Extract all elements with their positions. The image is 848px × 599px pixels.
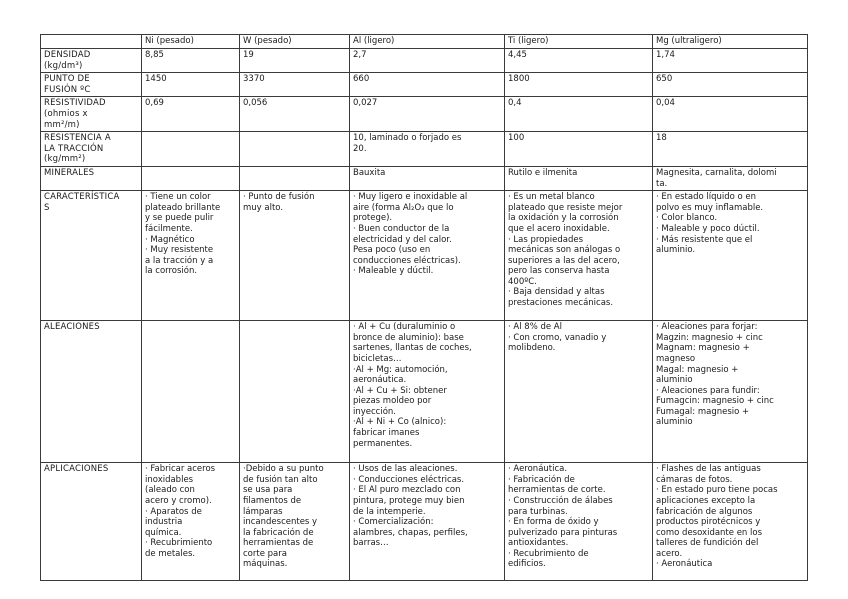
table-row-resistencia-traccion	[41, 132, 808, 167]
cell-resistencia-traccion-ti: 100	[505, 132, 653, 167]
column-header-ti: Ti (ligero)	[505, 35, 653, 49]
cell-caracteristicas-ni: · Tiene un color plateado brillante y se puede pulir fácilmente. · Magnético · Muy resistente a la tracción y a la corrosión.	[142, 191, 240, 321]
cell-densidad-w: 19	[240, 49, 350, 73]
cell-aplicaciones-al: · Usos de las aleaciones. · Conducciones eléctricas. · El Al puro mezclado con pintura, protege muy bien de la intemperie. · Comercialización: alambres, chapas, perfiles, barras…	[350, 463, 505, 581]
header-corner-cell	[41, 35, 142, 49]
cell-resistencia-traccion-w	[240, 132, 350, 167]
cell-resistividad-w: 0,056	[240, 97, 350, 132]
cell-punto-fusion-w: 3370	[240, 73, 350, 97]
cell-resistencia-traccion-mg: 18	[653, 132, 808, 167]
table-row-caracteristicas	[41, 191, 808, 321]
row-label-resistencia-traccion: RESISTENCIA A LA TRACCIÓN (kg/mm²)	[41, 132, 142, 167]
table-row-resistividad	[41, 97, 808, 132]
table-row-aleaciones	[41, 321, 808, 463]
cell-minerales-ni	[142, 166, 240, 190]
cell-densidad-ti: 4,45	[505, 49, 653, 73]
cell-densidad-ni: 8,85	[142, 49, 240, 73]
cell-minerales-ti: Rutilo e ilmenita	[505, 166, 653, 190]
cell-aplicaciones-w: ·Debido a su punto de fusión tan alto se usa para filamentos de lámparas incandescentes y la fabricación de herramientas de corte para máquinas.	[240, 463, 350, 581]
table-row-aplicaciones	[41, 463, 808, 581]
cell-aleaciones-ni	[142, 321, 240, 463]
cell-resistividad-al: 0,027	[350, 97, 505, 132]
row-label-minerales: MINERALES	[41, 166, 142, 190]
cell-aleaciones-ti: · Al 8% de Al · Con cromo, vanadio y molibdeno.	[505, 321, 653, 463]
cell-punto-fusion-al: 660	[350, 73, 505, 97]
cell-punto-fusion-mg: 650	[653, 73, 808, 97]
cell-resistividad-mg: 0,04	[653, 97, 808, 132]
cell-punto-fusion-ti: 1800	[505, 73, 653, 97]
cell-punto-fusion-ni: 1450	[142, 73, 240, 97]
column-header-al: Al (ligero)	[350, 35, 505, 49]
cell-aleaciones-w	[240, 321, 350, 463]
cell-aleaciones-mg: · Aleaciones para forjar: Magzin: magnesio + cinc Magnam: magnesio + magneso Magal: magnesio + aluminio · Aleaciones para fundir: Fumagcin: magnesio + cinc Fumagal: magnesio + aluminio	[653, 321, 808, 463]
row-label-resistividad: RESISTIVIDAD (ohmios x mm²/m)	[41, 97, 142, 132]
cell-aplicaciones-ni: · Fabricar aceros inoxidables (aleado con acero y cromo). · Aparatos de industria química. · Recubrimiento de metales.	[142, 463, 240, 581]
table-row-punto-fusion	[41, 73, 808, 97]
cell-minerales-al: Bauxita	[350, 166, 505, 190]
header-row	[41, 35, 808, 49]
row-label-caracteristicas: CARACTERÍSTICA S	[41, 191, 142, 321]
cell-aplicaciones-mg: · Flashes de las antiguas cámaras de fotos. · En estado puro tiene pocas aplicaciones excepto la fabricación de algunos productos pirotécnicos y como desoxidante en los talleres de fundición del acero. · Aeronáutica	[653, 463, 808, 581]
row-label-densidad: DENSIDAD (kg/dm³)	[41, 49, 142, 73]
cell-aleaciones-al: · Al + Cu (duraluminio o bronce de aluminio): base sartenes, llantas de coches, bicicletas… ·Al + Mg: automoción, aeronáutica. ·Al + Cu + Si: obtener piezas moldeo por inyección. ·Al + Ni + Co (alnico): fabricar imanes permanentes.	[350, 321, 505, 463]
cell-aplicaciones-ti: · Aeronáutica. · Fabricación de herramientas de corte. · Construcción de álabes para turbinas. · En forma de óxido y pulverizado para pinturas antioxidantes. · Recubrimiento de edificios.	[505, 463, 653, 581]
cell-densidad-mg: 1,74	[653, 49, 808, 73]
table-row-densidad	[41, 49, 808, 73]
cell-caracteristicas-w: · Punto de fusión muy alto.	[240, 191, 350, 321]
cell-densidad-al: 2,7	[350, 49, 505, 73]
cell-caracteristicas-ti: · Es un metal blanco plateado que resiste mejor la oxidación y la corrosión que el acero inoxidable. · Las propiedades mecánicas son análogas o superiores a las del acero, pero las conserva hasta 400ºC. · Baja densidad y altas prestaciones mecánicas.	[505, 191, 653, 321]
cell-caracteristicas-al: · Muy ligero e inoxidable al aire (forma Al₂O₃ que lo protege). · Buen conductor de la electricidad y del calor. Pesa poco (uso en conducciones eléctricas). · Maleable y dúctil.	[350, 191, 505, 321]
metals-comparison-table	[40, 34, 808, 581]
cell-caracteristicas-mg: · En estado líquido o en polvo es muy inflamable. · Color blanco. · Maleable y poco dúctil. · Más resistente que el aluminio.	[653, 191, 808, 321]
row-label-aleaciones: ALEACIONES	[41, 321, 142, 463]
column-header-ni: Ni (pesado)	[142, 35, 240, 49]
column-header-w: W (pesado)	[240, 35, 350, 49]
cell-resistividad-ni: 0,69	[142, 97, 240, 132]
table-row-minerales	[41, 166, 808, 190]
column-header-mg: Mg (ultraligero)	[653, 35, 808, 49]
cell-minerales-w	[240, 166, 350, 190]
row-label-punto-fusion: PUNTO DE FUSIÓN ºC	[41, 73, 142, 97]
cell-resistividad-ti: 0,4	[505, 97, 653, 132]
row-label-aplicaciones: APLICACIONES	[41, 463, 142, 581]
cell-minerales-mg: Magnesita, carnalita, dolomi ta.	[653, 166, 808, 190]
cell-resistencia-traccion-al: 10, laminado o forjado es 20.	[350, 132, 505, 167]
cell-resistencia-traccion-ni	[142, 132, 240, 167]
